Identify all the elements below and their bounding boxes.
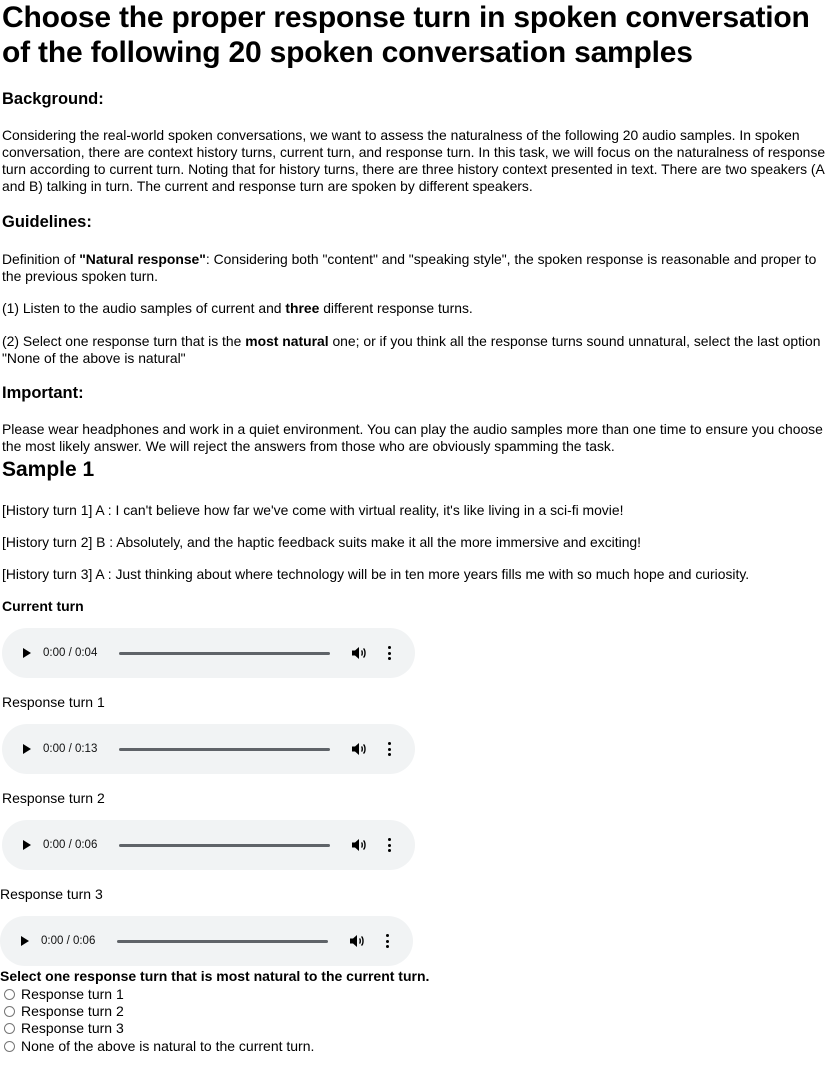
more-options-icon[interactable]	[388, 742, 392, 756]
audio-progress-track[interactable]	[119, 844, 330, 847]
option-label: Response turn 2	[21, 1003, 124, 1019]
radio-button[interactable]	[4, 1023, 15, 1034]
audio-time: 0:00 / 0:06	[41, 935, 96, 947]
audio-time: 0:00 / 0:13	[43, 743, 98, 755]
more-options-icon[interactable]	[388, 646, 392, 660]
page-title: Choose the proper response turn in spoken conversation of the following 20 spoken conversation samples	[2, 1, 810, 69]
play-icon[interactable]	[21, 936, 29, 946]
audio-progress-track[interactable]	[117, 940, 328, 943]
response-turn-2-label: Response turn 2	[2, 790, 105, 806]
guidelines-definition	[2, 251, 828, 285]
audio-time: 0:00 / 0:04	[43, 647, 98, 659]
audio-time: 0:00 / 0:06	[43, 839, 98, 851]
option-label: Response turn 1	[21, 986, 124, 1002]
radio-button[interactable]	[4, 989, 15, 1000]
option-label: Response turn 3	[21, 1020, 124, 1036]
option-response-turn-1[interactable]	[4, 986, 124, 1003]
guidelines-step-2	[2, 333, 828, 367]
step2-bold: most natural	[245, 333, 329, 349]
response-turn-1-label: Response turn 1	[2, 694, 105, 710]
more-options-icon[interactable]	[388, 838, 392, 852]
definition-rest: : Considering both "content" and "speaking style", the spoken response is reasonable and proper to the previous spoken turn.	[2, 251, 817, 284]
audio-progress-track[interactable]	[119, 748, 330, 751]
response-turn-3-label: Response turn 3	[0, 886, 103, 902]
response-turn-3-audio-player[interactable]	[0, 916, 413, 966]
step1-bold: three	[285, 300, 320, 316]
guidelines-step-1	[2, 300, 828, 317]
important-text: Please wear headphones and work in a quiet environment. You can play the audio samples more than one time to ensure you choose the most likely answer. We will reject the answers from those who are obviously spamming the task.	[2, 421, 823, 454]
background-text: Considering the real-world spoken conversations, we want to assess the naturalness of the following 20 audio samples. In spoken conversation, there are context history turns, current turn, and response turn. In this task, we will focus on the naturalness of response turn according to current turn. Noting that for history turns, there are three history context presented in text. There are two speakers (A and B) talking in turn. The current and response turn are spoken by different speakers.	[2, 127, 826, 194]
definition-prefix: Definition of	[2, 251, 80, 267]
option-none-natural[interactable]	[4, 1038, 314, 1055]
guidelines-heading: Guidelines:	[2, 213, 92, 231]
option-label: None of the above is natural to the current turn.	[21, 1038, 315, 1054]
history-turn-3: [History turn 3] A : Just thinking about where technology will be in ten more years fills me with so much hope and curiosity.	[2, 566, 750, 582]
step2-prefix: (2) Select one response turn that is the	[2, 333, 246, 349]
volume-icon[interactable]	[352, 646, 370, 660]
history-turn-2: [History turn 2] B : Absolutely, and the haptic feedback suits make it all the more immersive and exciting!	[2, 534, 642, 550]
definition-term: "Natural response"	[79, 251, 206, 267]
selection-question: Select one response turn that is most natural to the current turn.	[0, 968, 430, 984]
important-heading: Important:	[2, 384, 84, 402]
response-turn-2-audio-player[interactable]	[2, 820, 415, 870]
response-turn-1-audio-player[interactable]	[2, 724, 415, 774]
radio-button[interactable]	[4, 1006, 15, 1017]
volume-icon[interactable]	[350, 934, 368, 948]
play-icon[interactable]	[23, 840, 31, 850]
step2-suffix: one; or if you think all the response turns sound unnatural, select the last option "None of the above is natural"	[2, 333, 821, 366]
audio-progress-track[interactable]	[119, 652, 330, 655]
volume-icon[interactable]	[352, 838, 370, 852]
volume-icon[interactable]	[352, 742, 370, 756]
play-icon[interactable]	[23, 744, 31, 754]
radio-button[interactable]	[4, 1041, 15, 1052]
step1-suffix: different response turns.	[319, 300, 473, 316]
background-heading: Background:	[2, 90, 104, 108]
history-turn-1: [History turn 1] A : I can't believe how far we've come with virtual reality, it's like living in a sci-fi movie!	[2, 502, 624, 518]
option-response-turn-2[interactable]	[4, 1003, 124, 1020]
more-options-icon[interactable]	[386, 934, 390, 948]
current-turn-audio-player[interactable]	[2, 628, 415, 678]
current-turn-label: Current turn	[2, 598, 84, 614]
sample-heading: Sample 1	[2, 458, 95, 481]
play-icon[interactable]	[23, 648, 31, 658]
step1-prefix: (1) Listen to the audio samples of current and	[2, 300, 286, 316]
option-response-turn-3[interactable]	[4, 1020, 124, 1037]
